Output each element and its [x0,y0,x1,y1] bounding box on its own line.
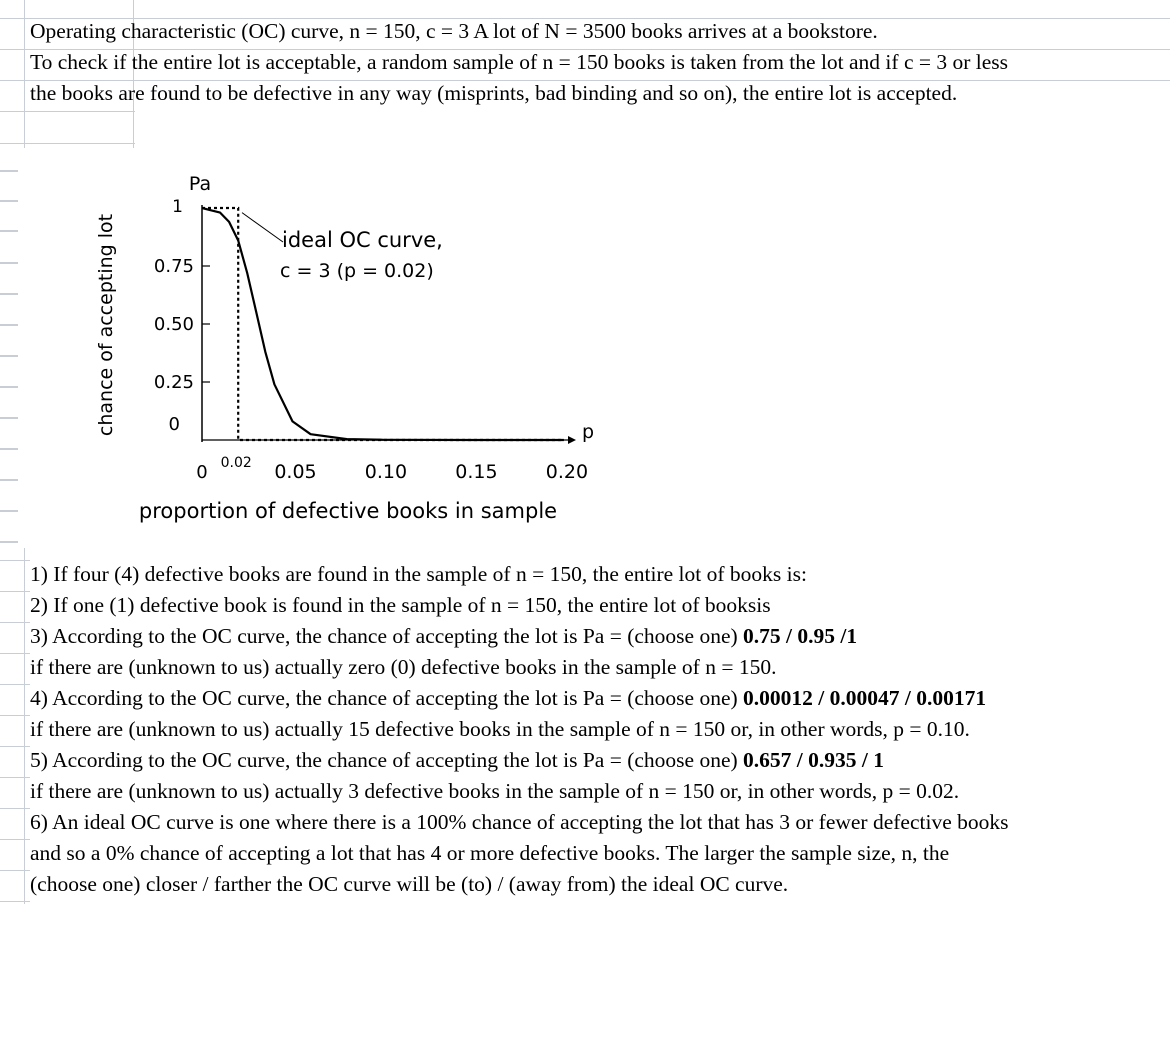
question-6-line-1: 6) An ideal OC curve is one where there is a 100% chance of accepting the lot that has 3 or fewer defective books [30,810,1009,834]
intro-line-3: the books are found to be defective in any way (misprints, bad binding and so on), the entire lot is accepted. [30,81,958,105]
x-axis-label: proportion of defective books in sample [138,499,558,523]
question-3-condition: if there are (unknown to us) actually zero (0) defective books in the sample of n = 150. [30,655,777,679]
x-tick-label: 0 [196,462,208,483]
x-tick-label: 0.05 [274,461,317,483]
y-tick-label: 0 [168,414,180,435]
question-3-options: 0.75 / 0.95 /1 [743,624,858,648]
y-tick-label: 0.25 [153,372,194,393]
intro-line-2: To check if the entire lot is acceptable, a random sample of n = 150 books is taken from the lot and if c = 3 or less [30,50,1009,74]
question-6-line-2: and so a 0% chance of accepting a lot that has 4 or more defective books. The larger the sample size, n, the [30,841,950,865]
intro-text [30,16,1008,109]
x-tick-label: 0.02 [220,455,252,471]
question-4 [30,683,1008,714]
question-6-line-3: (choose one) closer / farther the OC curve will be (to) / (away from) the ideal OC curve. [30,872,789,896]
y-tick-label: 0.75 [153,256,194,277]
x-tick-label: 0.20 [545,461,589,483]
y-axis-short-label: Pa [188,173,212,195]
question-5-options: 0.657 / 0.935 / 1 [743,748,884,772]
question-4-condition: if there are (unknown to us) actually 15 defective books in the sample of n = 150 or, in other words, p = 0.10. [30,717,970,741]
annotation-line-1: ideal OC curve, [282,228,443,252]
question-5-text: 5) According to the OC curve, the chance of accepting the lot is Pa = (choose one) [30,748,744,772]
annotation-pointer [242,213,283,242]
question-1: 1) If four (4) defective books are found in the sample of n = 150, the entire lot of books is: [30,562,807,586]
annotation-line-2: c = 3 (p = 0.02) [280,260,434,282]
question-4-text: 4) According to the OC curve, the chance of accepting the lot is Pa = (choose one) [30,686,744,710]
question-5 [30,745,1008,776]
intro-line-1: Operating characteristic (OC) curve, n = 150, c = 3 A lot of N = 3500 books arrives at a bookstore. [30,19,878,43]
question-3 [30,621,1008,652]
x-axis-short-label: p [581,421,595,443]
question-2: 2) If one (1) defective book is found in the sample of n = 150, the entire lot of booksis [30,593,771,617]
y-axis-label: chance of accepting lot [95,213,117,437]
questions-text [30,559,1008,900]
x-tick-label: 0.10 [364,461,408,483]
question-4-options: 0.00012 / 0.00047 / 0.00171 [743,686,987,710]
question-3-text: 3) According to the OC curve, the chance of accepting the lot is Pa = (choose one) [30,624,744,648]
x-axis-arrow-icon [568,436,576,444]
y-tick-label: 1 [172,197,183,217]
y-tick-label: 0.50 [153,314,194,335]
oc-curve-chart [80,160,620,540]
question-5-condition: if there are (unknown to us) actually 3 defective books in the sample of n = 150 or, in other words, p = 0.02. [30,779,960,803]
x-tick-label: 0.15 [455,461,498,483]
